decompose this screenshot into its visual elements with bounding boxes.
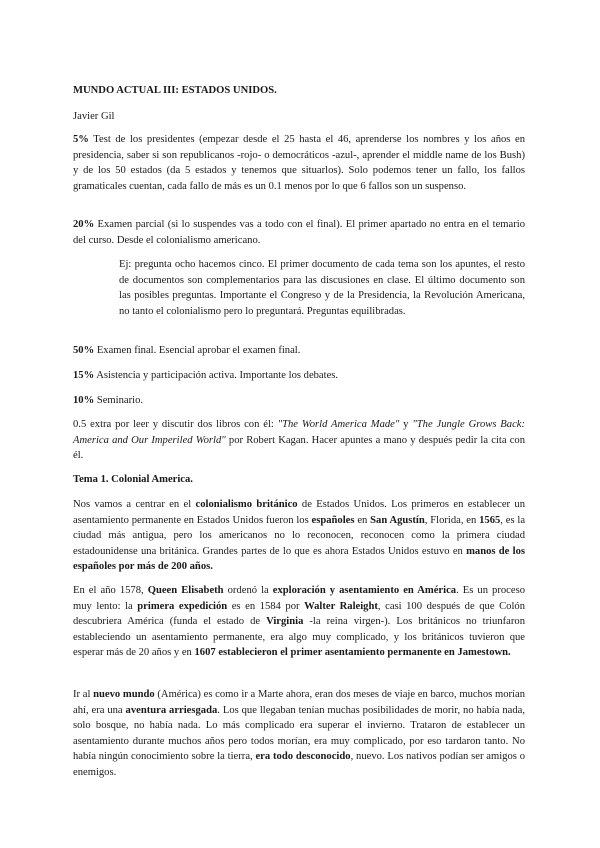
document-title: MUNDO ACTUAL III: ESTADOS UNIDOS. [73,85,277,96]
grading-tests-paragraph: 5% Test de los presidentes (empezar desde el 25 hasta el 46, aprenderse los nombres y los años en presidencia, saber si son republicanos -rojo- o democráticos -azul-, aprender el middle name de los Bush) y de los 50 estados (da 5 estados y tenemos que situarlos). Solo podemos tener un fallo, los fallos gramaticales cuentan, cada fallo de más es un 0.1 menos por lo que 6 fallos son un suspenso. [73,134,525,192]
section-heading: Tema 1. Colonial America. [73,474,193,485]
body-paragraph-1: Nos vamos a centrar en el colonialismo británico de Estados Unidos. Los primeros en establecer un asentamiento permanente en Estados Unidos fueron los españoles en San Agustín, Florida, en 1565, es la ciudad más antigua, pero los americanos no lo reconocen, reconocen como la primera ciudad estadounidense una británica. Grandes partes de lo que es ahora Estados Unidos estuvo en manos de los españoles por más de 200 años. [73,499,526,573]
author-name: Javier Gil [73,111,115,122]
body-paragraph-2: En el año 1578, Queen Elisabeth ordenó la exploración y asentamiento en América. Es un proceso muy lento: la primera expedición es en 1584 por Walter Raleight, casi 100 después de que Colón descubriera América (funda el estado de Virginia -la reina virgen-). Los británicos no triunfaron estableciendo un asentamiento permanente, era algo muy complicado, y los británicos tuvieron que esperar más de 20 años y en 1607 establecieron el primer asentamiento permanente en Jamestown. [73,585,525,659]
body-paragraph-3: Ir al nuevo mundo (América) es como ir a Marte ahora, eran dos meses de viaje en barco, muchos morían ahí, era una aventura arriesgada. Los que llegaban tenían muchas posibilidades de morir, no había nada, solo bosque, no había nada. Lo más complicado era superar el invierno. Trataron de establecer un asentamiento durante muchos años pero todos morían, era muy complicado, por eso tardaron tanto. No había ningún conocimiento sobre la tierra, era todo desconocido, nuevo. Los nativos podían ser amigos o enemigos. [73,689,526,778]
book-title-2: "The Jungle Grows Back: America and Our Imperiled World" [73,419,526,446]
grading-seminar-paragraph: 10% Seminario. [73,395,144,406]
book-title-1: "The World America Made" [277,419,400,430]
extra-credit-paragraph: 0.5 extra por leer y discutir dos libros con él: "The World America Made" y "The Jungle Grows Back: America and Our Imperiled World" por Robert Kagan. Hacer apuntes a mano y después pedir la cita con él. [73,419,526,462]
example-note-paragraph: Ej: pregunta ocho hacemos cinco. El primer documento de cada tema son los apuntes, el resto de documentos son complementarios para las discusiones en clase. El último documento son las posibles preguntas. Importante el Congreso y de la Presidencia, la Revolución Americana, no tanto el colonialismo pero lo preguntará. Preguntas equilibradas. [119,259,525,317]
grading-final-paragraph: 50% Examen final. Esencial aprobar el examen final. [73,345,301,356]
grading-partial-paragraph: 20% Examen parcial (si lo suspendes vas a todo con el final). El primer apartado no entra en el temario del curso. Desde el colonialismo americano. [73,219,525,246]
grading-attendance-paragraph: 15% Asistencia y participación activa. Importante los debates. [73,370,339,381]
